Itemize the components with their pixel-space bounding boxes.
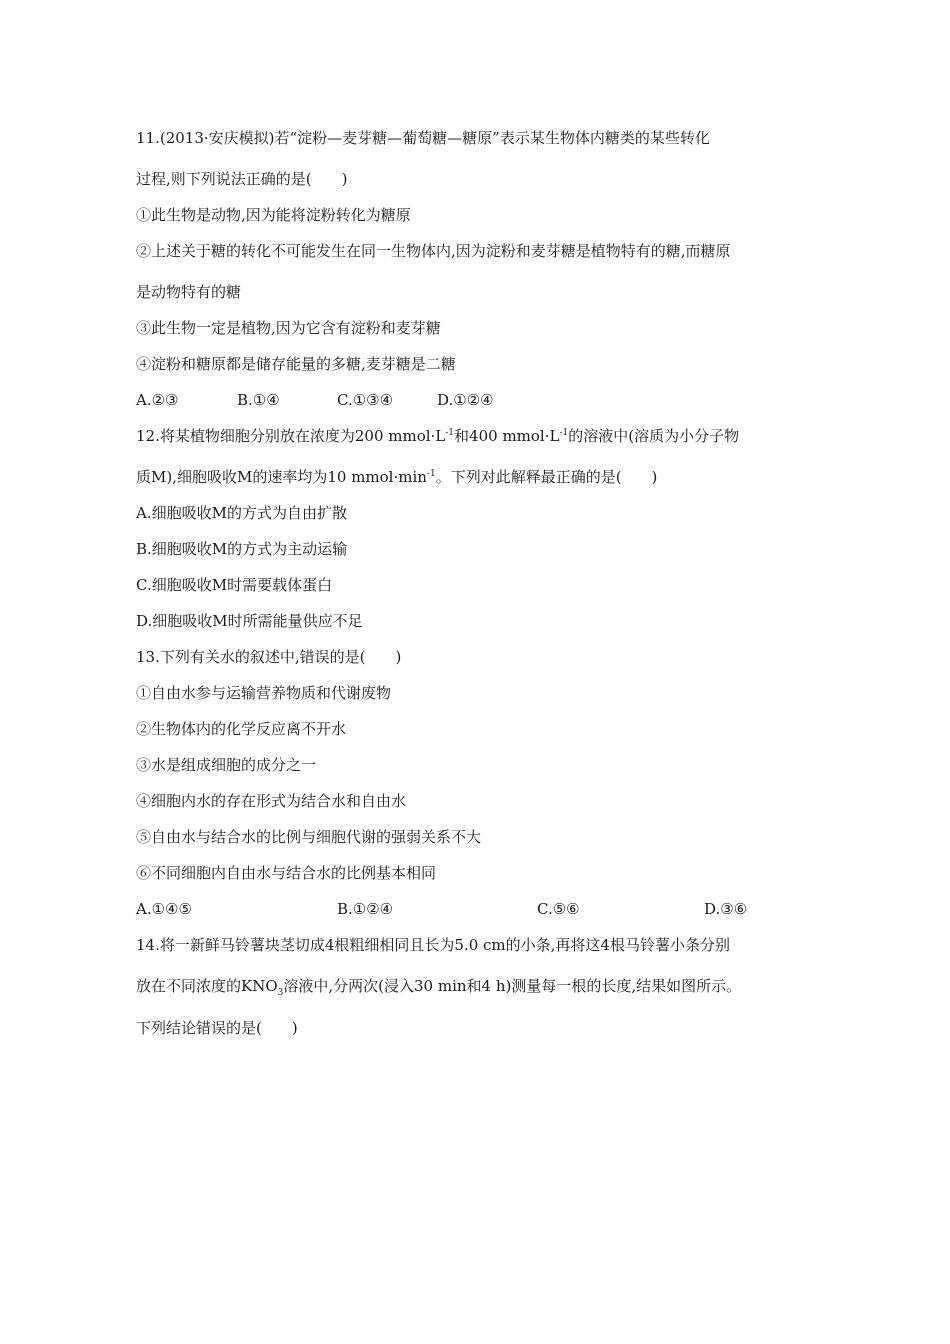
q14-stem-line1: 14.将一新鲜马铃薯块茎切成4根粗细相同且长为5.0 cm的小条,再将这4根马铃薯小条分别 (136, 936, 730, 954)
q12-rate-superscript: -1 (426, 469, 436, 479)
q13-item-2: ②生物体内的化学反应离不开水 (136, 720, 347, 738)
q14-stem-line2 (136, 976, 741, 996)
q13-stem: 13.下列有关水的叙述中,错误的是( ) (136, 648, 402, 666)
q11-stem-line2: 过程,则下列说法正确的是( ) (136, 170, 348, 188)
q12-stem-line1-part-a: 12.将某植物细胞分别放在浓度为200 mmol·L (136, 427, 446, 445)
q13-option-a: A.①④⑤ (136, 900, 192, 918)
q13-item-6: ⑥不同细胞内自由水与结合水的比例基本相同 (136, 864, 437, 882)
q12-unit-superscript-2: -1 (559, 428, 569, 438)
q12-option-d: D.细胞吸收M时所需能量供应不足 (136, 612, 363, 630)
q14-stem-line3: 下列结论错误的是( ) (136, 1019, 298, 1037)
q13-option-d: D.③⑥ (704, 900, 748, 918)
q12-option-c: C.细胞吸收M时需要载体蛋白 (136, 576, 333, 594)
q12-stem-line2-part-b: 。下列对此解释最正确的是( ) (435, 468, 658, 486)
q12-stem-line2 (136, 467, 657, 487)
q12-stem-line1-part-b: 和400 mmol·L (454, 427, 560, 445)
q14-formula-subscript: 3 (277, 988, 284, 998)
q11-option-a: A.②③ (136, 391, 179, 409)
q13-option-b: B.①②④ (337, 900, 394, 918)
q13-option-c: C.⑤⑥ (537, 900, 580, 918)
q13-item-3: ③水是组成细胞的成分之一 (136, 756, 317, 774)
q11-statement-4: ④淀粉和糖原都是储存能量的多糖,麦芽糖是二糖 (136, 355, 456, 373)
q12-stem-line1-part-c: 的溶液中(溶质为小分子物 (568, 427, 740, 445)
q11-statement-1: ①此生物是动物,因为能将淀粉转化为糖原 (136, 206, 411, 224)
q14-stem-line2-part-a: 放在不同浓度的KNO (136, 977, 278, 995)
q11-option-c: C.①③④ (337, 391, 394, 409)
q13-item-5: ⑤自由水与结合水的比例与细胞代谢的强弱关系不大 (136, 828, 482, 846)
q13-item-1: ①自由水参与运输营养物质和代谢废物 (136, 684, 392, 702)
q11-stem-line1: 11.(2013·安庆模拟)若“淀粉—麦芽糖—葡萄糖—糖原”表示某生物体内糖类的某些转化 (136, 129, 710, 147)
q11-statement-2-line2: 是动物特有的糖 (136, 283, 242, 301)
q11-option-d: D.①②④ (437, 391, 494, 409)
q12-option-a: A.细胞吸收M的方式为自由扩散 (136, 504, 347, 522)
q12-stem-line2-part-a: 质M),细胞吸收M的速率均为10 mmol·min (136, 468, 427, 486)
q12-option-b: B.细胞吸收M的方式为主动运输 (136, 540, 348, 558)
q14-stem-line2-part-b: 溶液中,分两次(浸入30 min和4 h)测量每一根的长度,结果如图所示。 (283, 977, 742, 995)
q12-stem-line1 (136, 426, 739, 446)
q13-item-4: ④细胞内水的存在形式为结合水和自由水 (136, 792, 407, 810)
q11-statement-3: ③此生物一定是植物,因为它含有淀粉和麦芽糖 (136, 319, 441, 337)
q12-unit-superscript-1: -1 (445, 428, 455, 438)
q11-option-b: B.①④ (237, 391, 280, 409)
q11-statement-2-line1: ②上述关于糖的转化不可能发生在同一生物体内,因为淀粉和麦芽糖是植物特有的糖,而糖原 (136, 242, 731, 260)
